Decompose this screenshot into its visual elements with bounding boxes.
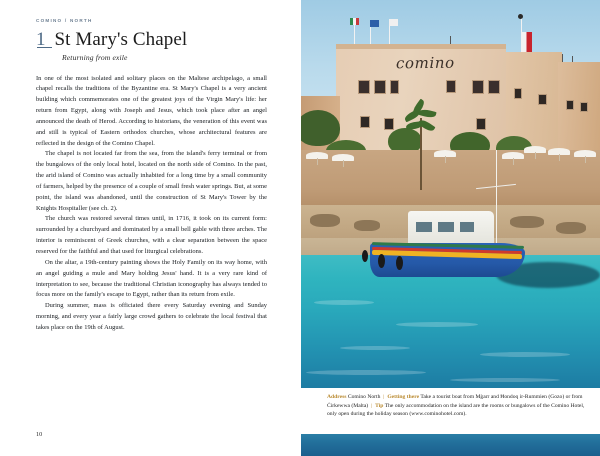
rock bbox=[510, 216, 544, 228]
window bbox=[514, 88, 522, 99]
flagpole-finial bbox=[518, 14, 523, 19]
rock bbox=[310, 214, 340, 227]
window bbox=[580, 102, 588, 112]
window bbox=[488, 80, 500, 94]
chapter-number: 1 bbox=[36, 30, 55, 49]
boat-fender bbox=[396, 256, 403, 270]
parasol bbox=[548, 148, 570, 155]
window bbox=[358, 80, 370, 94]
window bbox=[384, 118, 394, 130]
shrub bbox=[300, 110, 340, 146]
window bbox=[566, 100, 574, 110]
window bbox=[472, 80, 484, 94]
boat-fender bbox=[362, 250, 368, 262]
hotel-roofline bbox=[336, 44, 506, 49]
parasol bbox=[434, 150, 456, 157]
window bbox=[538, 94, 547, 105]
address-label: Address bbox=[327, 394, 347, 400]
water-reflection bbox=[396, 322, 478, 327]
tip-value: The only accommodation on the island are the rooms or bungalows of the Comino Hotel, only open during the holiday season (www.cominohotel.com). bbox=[327, 402, 585, 418]
paragraph: The chapel is not located far from the sea, from the island's ferry terminal or from the bungalows of the only local hotel, located on the north side of Comino. In the past, the arid island of Comino was actually inhabited for a long time by a small community of farmers, helped by the presence of a couple of small fresh water springs. But, at some point, the island was abandoned, until the construction of St Mary's Tower by the Knights Hospitaller (see ch. 2). bbox=[36, 150, 267, 212]
cabin-window bbox=[438, 222, 454, 232]
paragraph: On the altar, a 19th-century painting shows the Holy Family on its way home, with an angel guiding a mule and Mary holding Jesus' hand. It is a very rare kind of interpretation to see, because the traditional Christian iconography has always tended to focus more on the family's escape to Egypt, rather than its return from exile. bbox=[36, 258, 267, 299]
page-title bbox=[36, 30, 267, 49]
tip-label: Tip bbox=[375, 402, 384, 409]
flag-eu-icon bbox=[370, 20, 379, 27]
chapter-title: St Mary's Chapel bbox=[54, 29, 188, 50]
boat-fender bbox=[378, 254, 385, 268]
palm-trunk bbox=[420, 118, 422, 190]
parasol bbox=[502, 152, 524, 159]
paragraph: The church was restored several times until, in 1716, it took on its current form: surrounded by a churchyard and dominated by a small bell gable with three arches. The interior is reminiscent of Greek churches, with a clear separation between the space reserved for the faithful and that used for liturgical celebrations. bbox=[36, 215, 267, 255]
rock bbox=[556, 222, 586, 234]
info-separator: | bbox=[371, 402, 373, 409]
window bbox=[446, 80, 456, 93]
water-reflection bbox=[306, 370, 426, 375]
page-gutter bbox=[299, 0, 301, 456]
rock bbox=[354, 220, 380, 231]
address-value: Comino North bbox=[347, 394, 381, 400]
hotel-building-far-right bbox=[558, 62, 600, 154]
water-reflection bbox=[450, 378, 560, 382]
body-text bbox=[36, 74, 267, 334]
breadcrumb: COMINO / NORTH bbox=[36, 18, 93, 23]
flag-italy-icon bbox=[350, 18, 359, 25]
hotel-sign-text: comino bbox=[395, 53, 455, 73]
cabin-window bbox=[416, 222, 432, 232]
flag-white-icon bbox=[389, 19, 398, 26]
parasol bbox=[574, 150, 596, 157]
cabin-window bbox=[460, 222, 474, 232]
flag-malta-icon bbox=[521, 32, 532, 52]
sea-strip-bottom bbox=[300, 434, 600, 456]
window bbox=[390, 80, 399, 94]
getting-there-value: Take a tourist boat from Mġarr and Ħondoq ir-Rummien (Gozo) or from Ċirkewwa (Malta) bbox=[327, 394, 583, 409]
chapter-subtitle: Returning from exile bbox=[62, 52, 128, 62]
right-page bbox=[300, 0, 600, 456]
info-box-text bbox=[327, 393, 590, 419]
window bbox=[374, 80, 386, 94]
water-reflection bbox=[340, 346, 410, 350]
page-number: 10 bbox=[36, 431, 43, 438]
window bbox=[360, 116, 370, 128]
water-reflection bbox=[314, 300, 374, 305]
window bbox=[476, 118, 486, 130]
info-separator: | bbox=[383, 394, 385, 400]
paragraph: In one of the most isolated and solitary places on the Maltese archipelago, a small chapel recalls the traditions of the Byzantine era. St Mary's Chapel is a very ancient building which commemorates one of the greatest joys of the Virgin Mary's life: her return from Egypt, along with Joseph and Jesus, which took place after an angel announced the death of Herod. According to historians, the veneration of this event was and still is typical of Eastern orthodox churches, whose architectural features are reflected in the design of the Comino Chapel. bbox=[36, 74, 267, 147]
parasol bbox=[524, 146, 546, 153]
getting-there-label: Getting there bbox=[387, 394, 420, 400]
boat-mast bbox=[496, 150, 497, 246]
parasol bbox=[306, 152, 328, 159]
water-reflection bbox=[480, 352, 570, 357]
info-box bbox=[300, 388, 600, 434]
parasol bbox=[332, 154, 354, 161]
paragraph: During summer, mass is officiated there every Saturday evening and Sunday morning, and every year a fairly large crowd gathers to celebrate the local festival that takes place on the 19th of August. bbox=[36, 302, 267, 331]
